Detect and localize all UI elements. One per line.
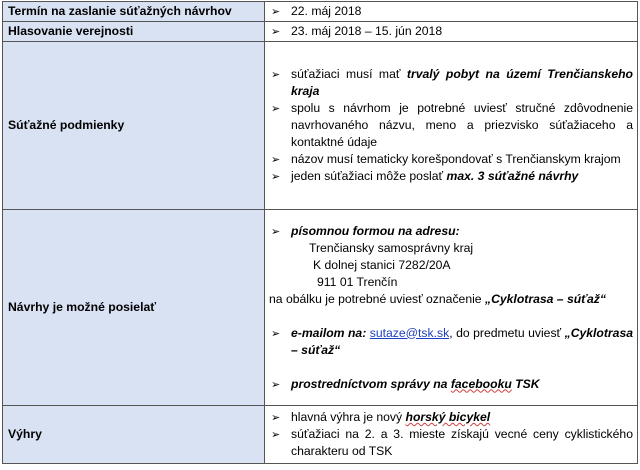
value-hlasovanie bbox=[265, 22, 638, 42]
address-line-2: K dolnej stanici 7282/20A bbox=[313, 257, 451, 272]
value-podmienky bbox=[265, 42, 638, 210]
hlasovanie-dates: ➢ 23. máj 2018 – 15. jún 2018 bbox=[291, 23, 633, 40]
conditions-table bbox=[2, 1, 638, 464]
termin-date: ➢ 22. máj 2018 bbox=[291, 3, 633, 20]
navrhy-email: ➢ e-mailom na: sutaze@tsk.sk, do predmetu uviesť „Cyklotrasa – súťaž“ bbox=[291, 325, 633, 359]
navrhy-facebook: ➢ prostredníctvom správy na facebooku TSK bbox=[291, 376, 633, 393]
label-termin: Termín na zaslanie súťažných návrhov bbox=[3, 2, 265, 22]
vyhry-item-2: ➢ súťažiaci na 2. a 3. mieste získajú vecné ceny cyklistického charakteru od TSK bbox=[291, 426, 633, 460]
row-hlasovanie bbox=[3, 22, 638, 42]
vyhry-item-1: ➢ hlavná výhra je nový horský bicykel bbox=[291, 409, 633, 426]
address-block bbox=[291, 240, 633, 291]
podmienky-item-3: ➢ názov musí tematicky korešpondovať s Trenčianskym krajom bbox=[291, 151, 633, 168]
trvaly-pobyt-text: trvalý pobyt na území Trenčianskeho kraja bbox=[291, 67, 633, 98]
row-podmienky bbox=[3, 42, 638, 210]
address-line-3: 911 01 Trenčín bbox=[317, 274, 398, 289]
navrhy-pisomne: ➢ písomnou formou na adresu: bbox=[291, 223, 633, 240]
email-link[interactable]: sutaze@tsk.sk bbox=[369, 325, 450, 340]
obalka-note: na obálku je potrebné uviesť označenie „Cyklotrasa – súťaž“ bbox=[269, 291, 606, 306]
podmienky-item-2: ➢ spolu s návrhom je potrebné uviesť stručné zdôvodnenie navrhovaného názvu, meno a priezvisko súťažiaceho a kontaktné údaje bbox=[291, 100, 633, 151]
label-podmienky: Súťažné podmienky bbox=[3, 42, 265, 210]
row-termin bbox=[3, 2, 638, 22]
address-line-1: Trenčiansky samosprávny kraj bbox=[309, 240, 474, 255]
label-navrhy: Návrhy je možné posielať bbox=[3, 210, 265, 406]
label-hlasovanie: Hlasovanie verejnosti bbox=[3, 22, 265, 42]
value-vyhry bbox=[265, 406, 638, 464]
facebook-text: facebooku bbox=[450, 376, 512, 391]
value-navrhy bbox=[265, 210, 638, 406]
row-vyhry bbox=[3, 406, 638, 464]
podmienky-item-1: ➢ súťažiaci musí mať trvalý pobyt na území Trenčianskeho kraja bbox=[291, 66, 633, 100]
label-vyhry: Výhry bbox=[3, 406, 265, 464]
podmienky-item-4: ➢ jeden súťažiaci môže poslať max. 3 súťažné návrhy bbox=[291, 168, 633, 185]
value-termin bbox=[265, 2, 638, 22]
horsky-bicykel-text: horský bicykel bbox=[405, 410, 491, 424]
max-navrhy-text: max. 3 súťažné návrhy bbox=[446, 169, 579, 183]
row-navrhy bbox=[3, 210, 638, 406]
